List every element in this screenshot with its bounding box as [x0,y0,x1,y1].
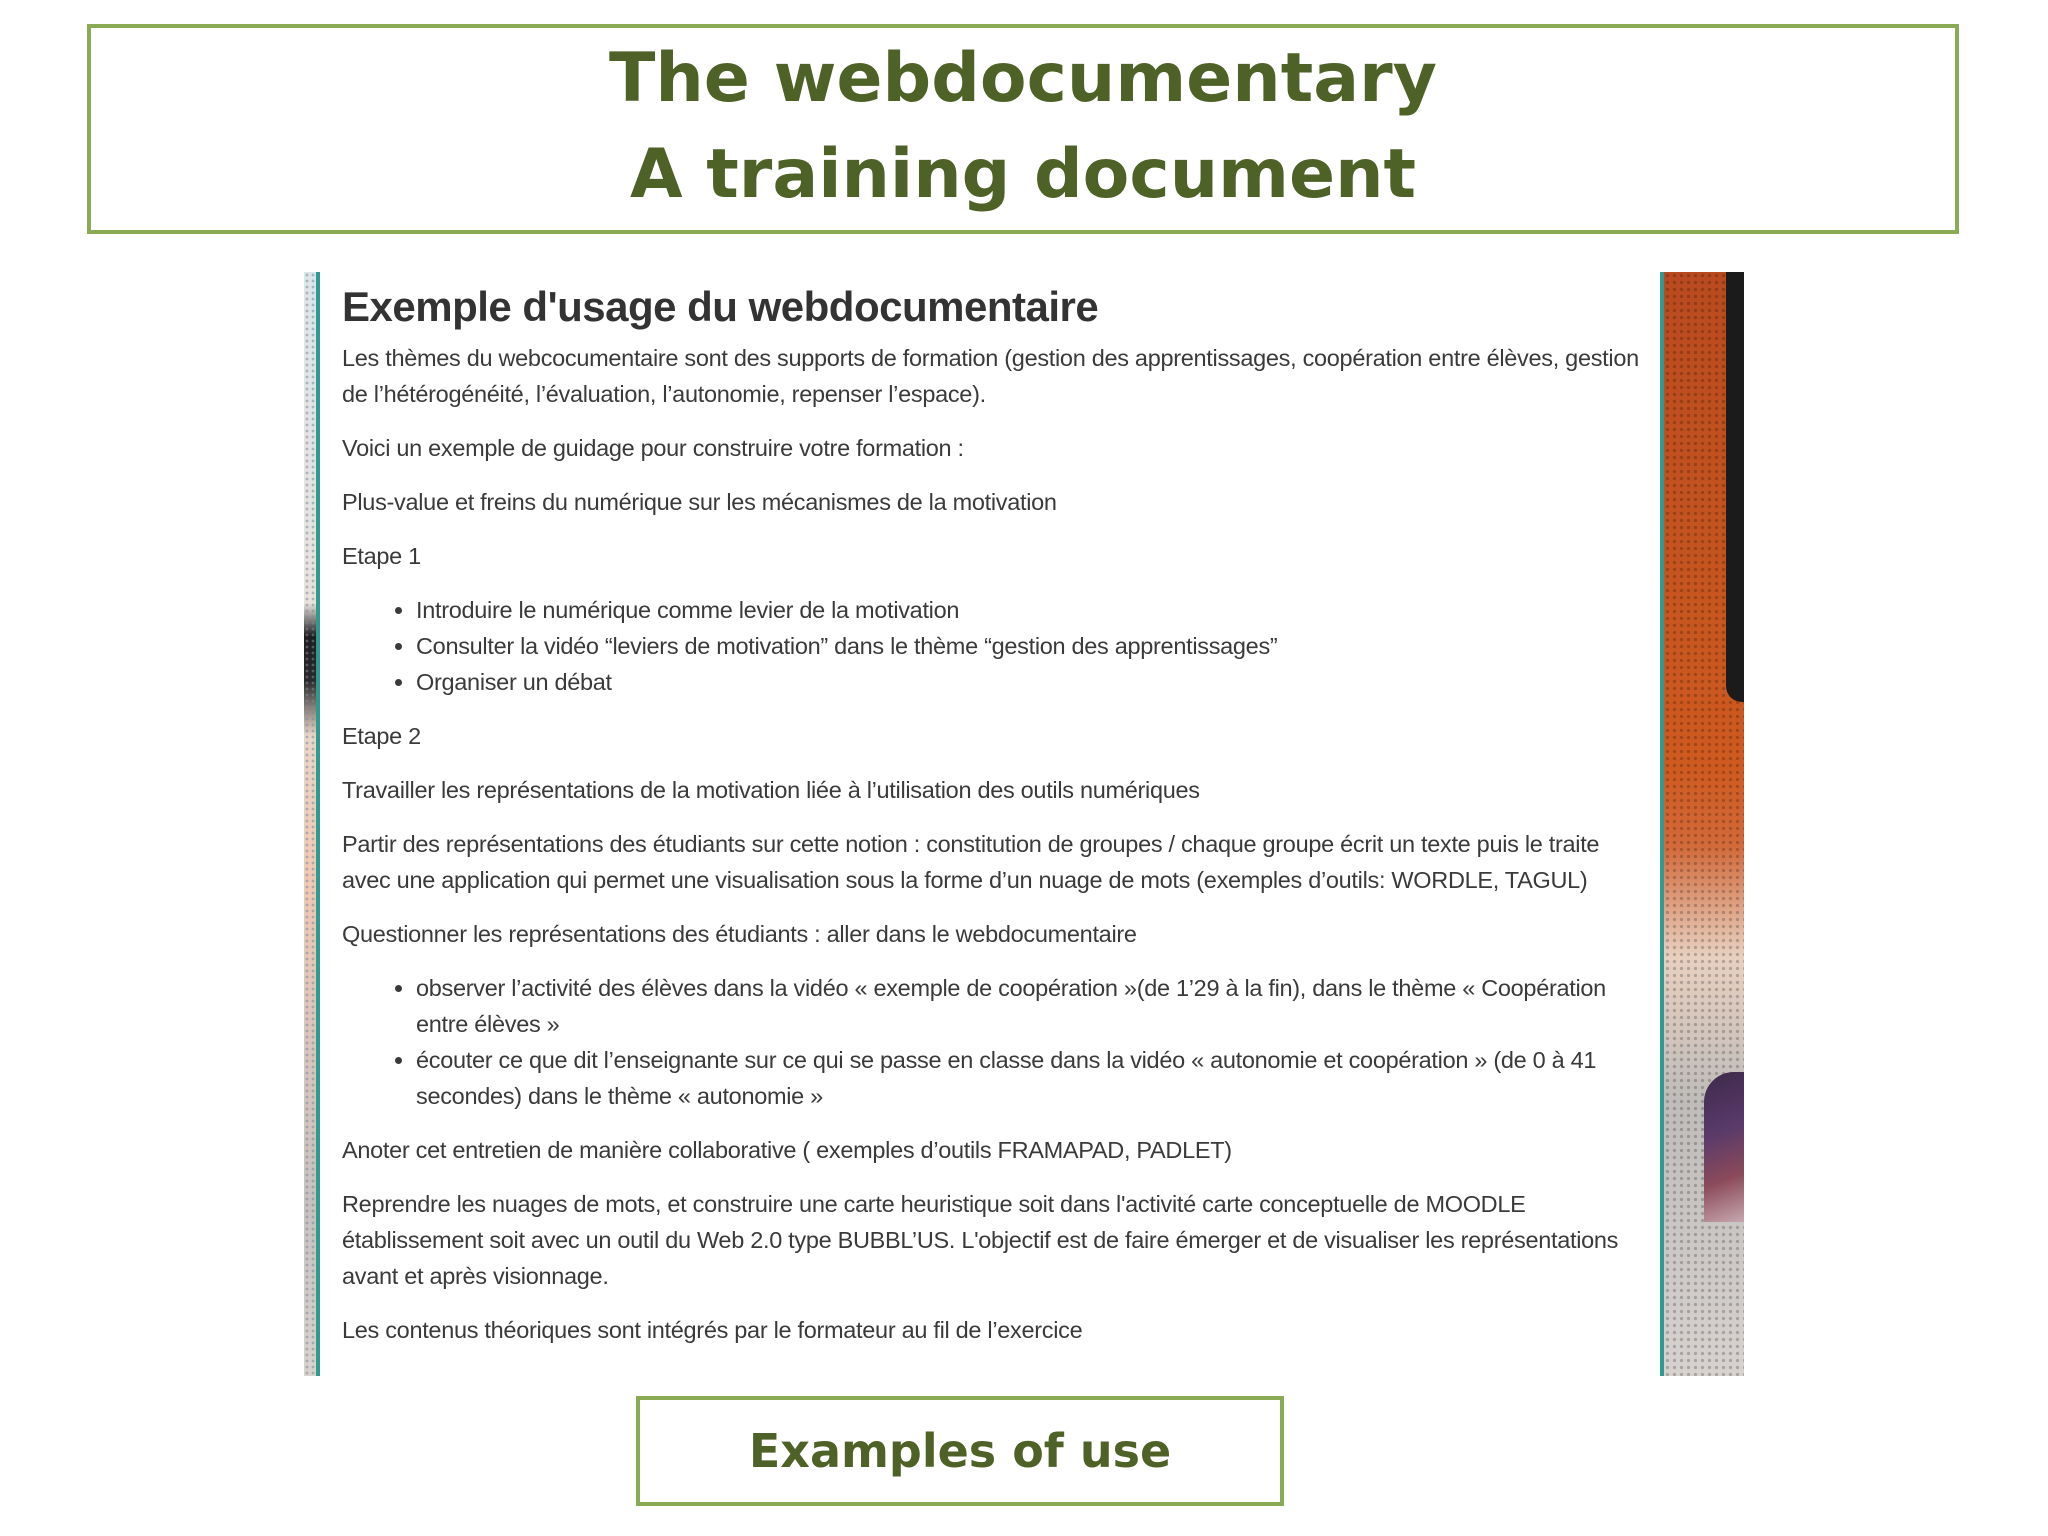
list-item: • écouter ce que dit l’enseignante sur ce qui se passe en classe dans la vidéo « autonomie et coopération » (de 0 à 41 secondes) dans le thème « autonomie » [416,1042,1652,1114]
title-box [87,24,1959,234]
document-content [342,272,1652,1366]
right-photo-strip [1664,272,1744,1376]
reprise-paragraph: Reprendre les nuages de mots, et construire une carte heuristique soit dans l'activité carte conceptuelle de MOODLE établissement soit avec un outil du Web 2.0 type BUBBL’US. L'objectif est de faire émerger et de visualiser les représentations avant et après visionnage. [342,1191,1619,1289]
step2-label: Etape 2 [342,723,421,749]
step1-list [342,592,1652,700]
step2-list [342,970,1652,1114]
conclusion-paragraph: Les contenus théoriques sont intégrés par le formateur au fil de l’exercice [342,1317,1083,1343]
topic-paragraph: Plus-value et freins du numérique sur les mécanismes de la motivation [342,489,1057,515]
title-line-1: The webdocumentary [609,39,1437,118]
document-screenshot [304,272,1744,1376]
examples-label: Examples of use [748,1424,1172,1478]
list-item: • Organiser un débat [416,664,1652,700]
step1-label: Etape 1 [342,543,421,569]
list-item: • observer l’activité des élèves dans la vidéo « exemple de coopération »(de 1’29 à la fin), dans le thème « Coopération entre élèves » [416,970,1652,1042]
list-item: • Consulter la vidéo “leviers de motivation” dans le thème “gestion des apprentissages” [416,628,1652,664]
photo-dark-object [1726,272,1744,702]
intro-paragraph: Les thèmes du webcocumentaire sont des supports de formation (gestion des apprentissages, coopération entre élèves, gestion de l’hétérogénéité, l’évaluation, l’autonomie, repenser l’espace). [342,345,1639,407]
guide-intro-paragraph: Voici un exemple de guidage pour construire votre formation : [342,435,964,461]
title-line-2: A training document [629,135,1417,214]
step2-topic: Travailler les représentations de la motivation liée à l’utilisation des outils numériques [342,777,1200,803]
step2-question-paragraph: Questionner les représentations des étudiants : aller dans le webdocumentaire [342,921,1137,947]
label-box [636,1396,1284,1506]
annotate-paragraph: Anoter cet entretien de manière collaborative ( exemples d’outils FRAMAPAD, PADLET) [342,1137,1232,1163]
left-accent-rule [316,272,320,1376]
document-heading: Exemple d'usage du webdocumentaire [342,283,1099,330]
list-item: • Introduire le numérique comme levier de la motivation [416,592,1652,628]
left-photo-strip [304,272,316,1376]
photo-fabric [1704,1072,1744,1222]
step2-start-paragraph: Partir des représentations des étudiants sur cette notion : constitution de groupes / chaque groupe écrit un texte puis le traite avec une application qui permet une visualisation sous la forme d’un nuage de mots (exemples d’outils: WORDLE, TAGUL) [342,831,1600,893]
